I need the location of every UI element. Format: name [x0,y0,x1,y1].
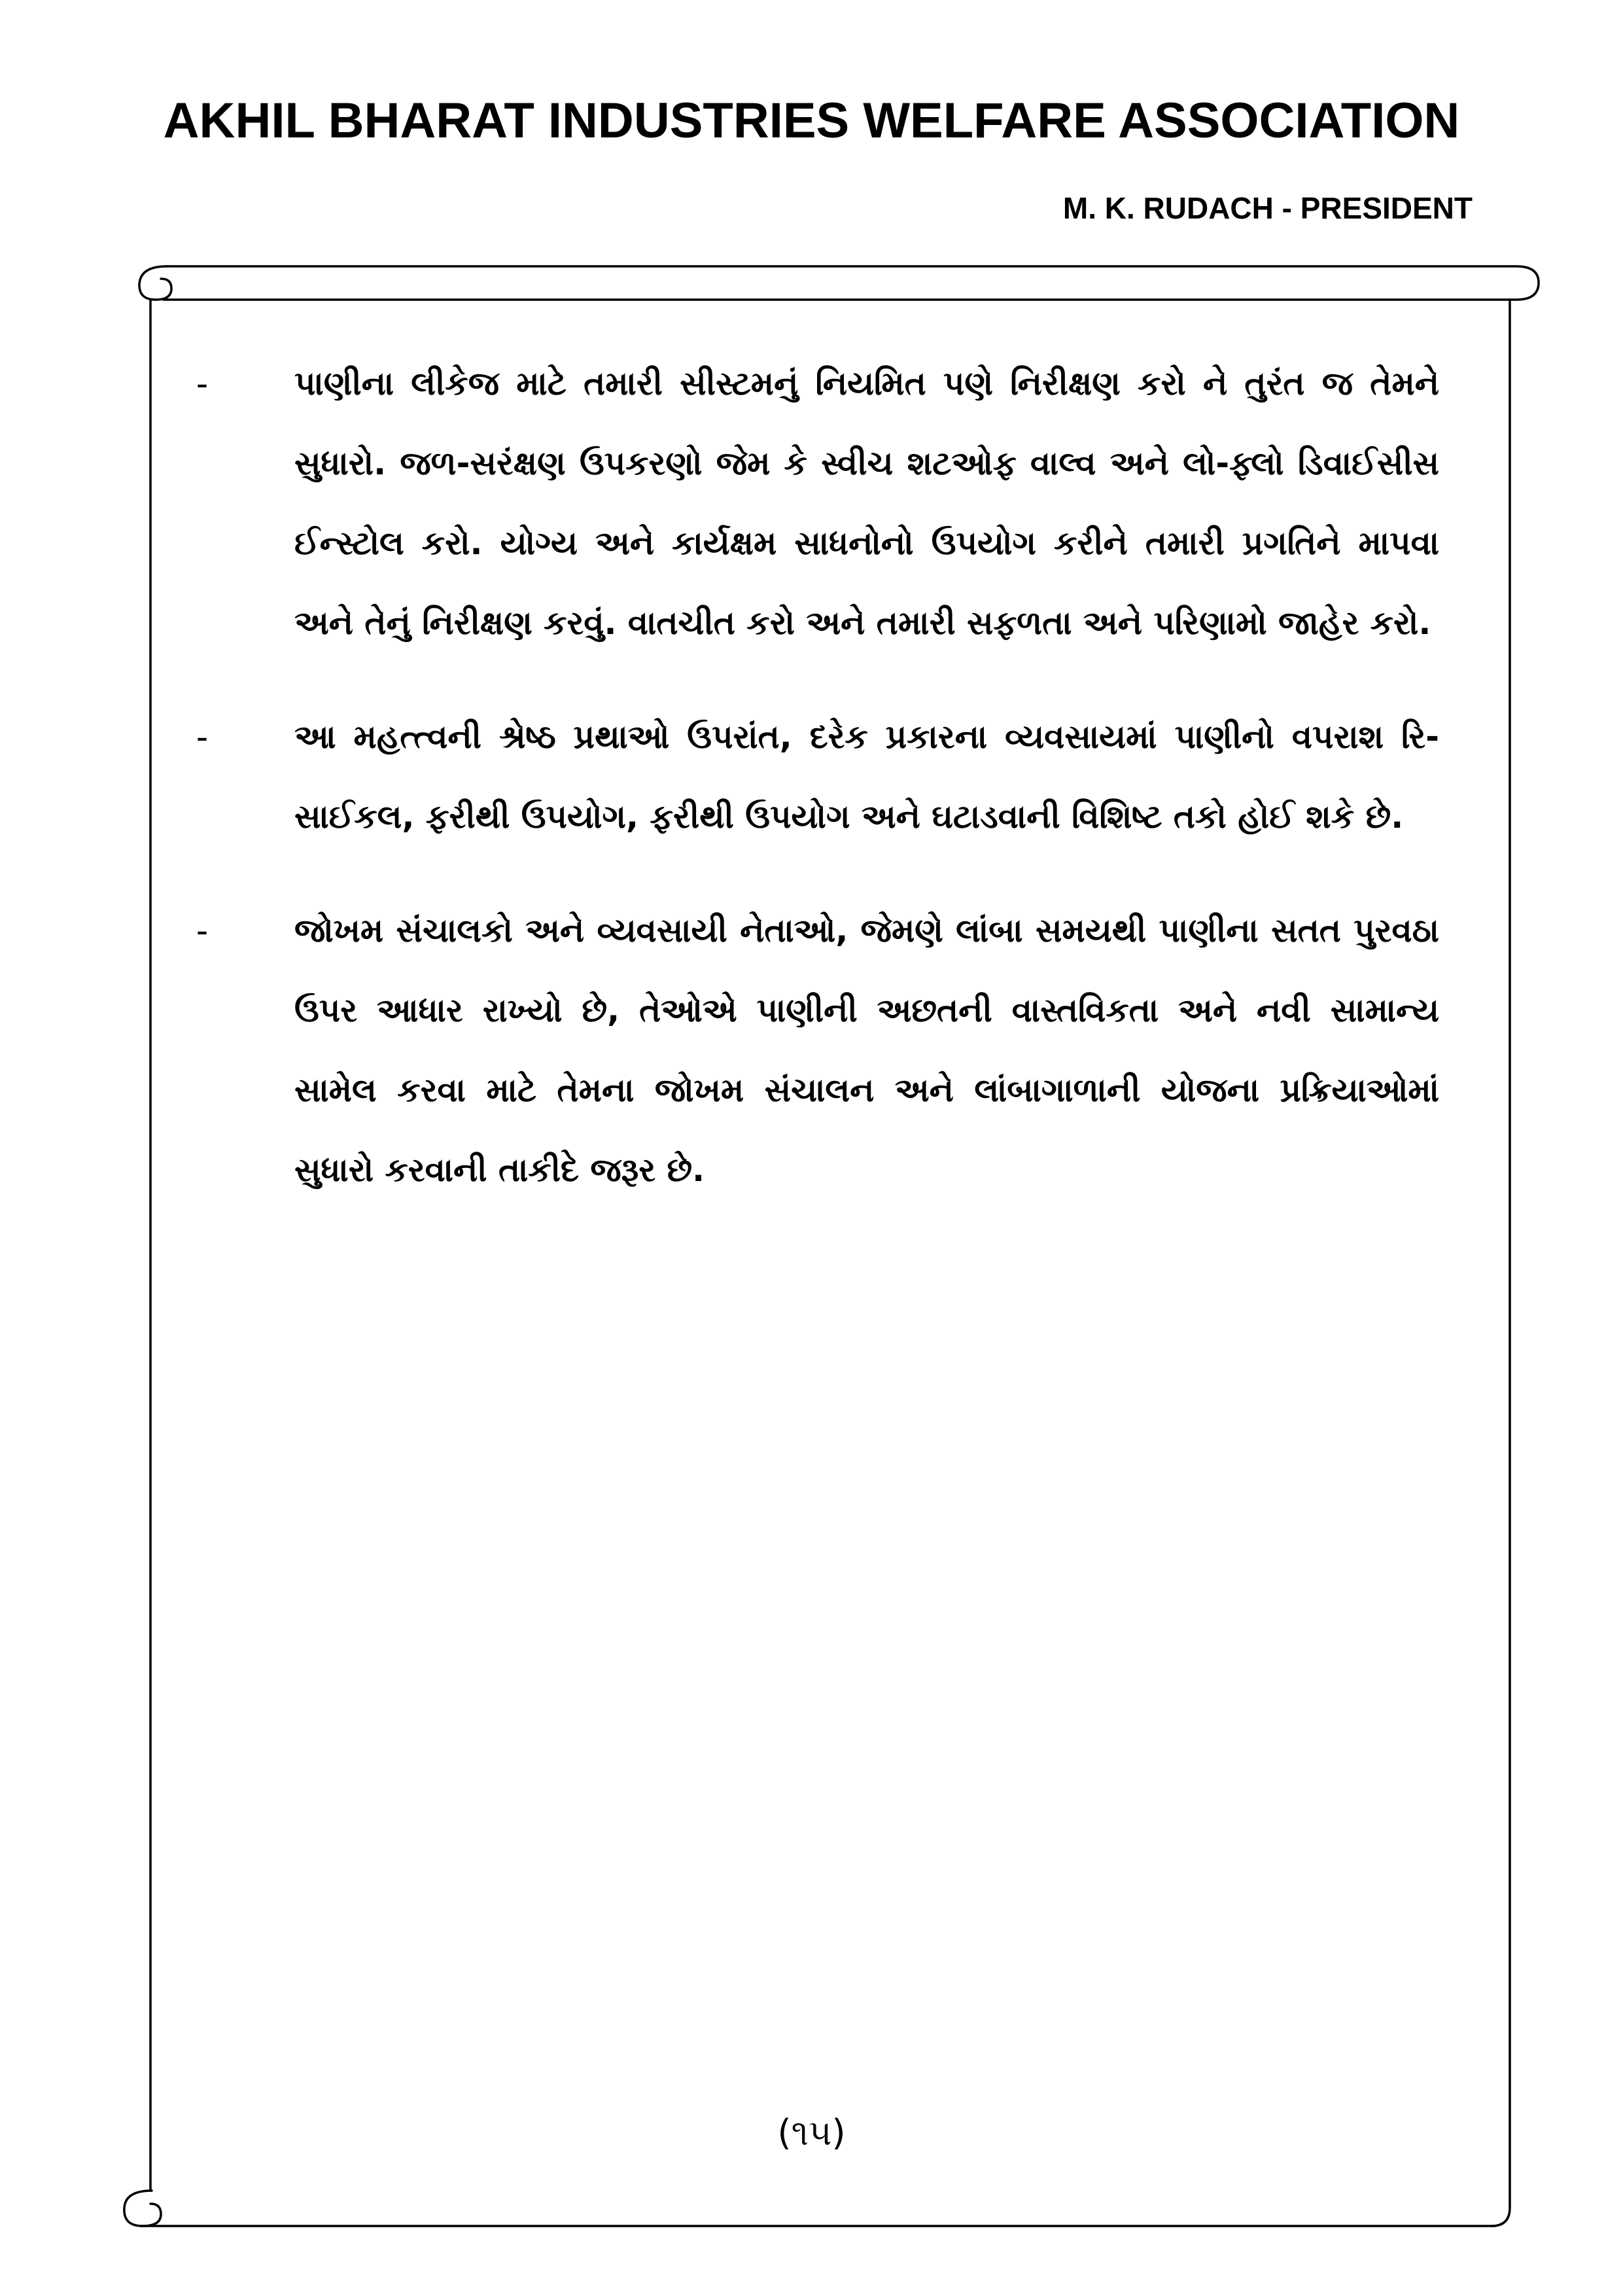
page-number: (૧૫) [777,2112,846,2153]
president-name: M. K. RUDACH - PRESIDENT [1062,191,1473,225]
bullet-dash: - [196,911,208,950]
scroll-right-edge [1492,300,1510,2226]
bullet-dash: - [196,717,208,756]
bullet-text: આ મહત્ત્વની શ્રેષ્ઠ પ્રથાઓ ઉપરાંત, દરેક પ્રકારના વ્યવસાયમાં પાણીનો વપરાશ રિ-સાઈકલ, ફરીથી ઉપયોગ, ફરીથી ઉપયોગ અને ઘટાડવાની વિશિષ્ટ તકો હોઈ શકે છે. [294,718,1439,836]
scroll-top-roll [164,266,1539,300]
scroll-top-left-curl [139,266,171,300]
bullet-text: જોખમ સંચાલકો અને વ્યવસાયી નેતાઓ, જેમણે લાંબા સમયથી પાણીના સતત પુરવઠા ઉપર આધાર રાખ્યો છે, તેઓએ પાણીની અછતની વાસ્તવિકતા અને નવી સામાન્ય સામેલ કરવા માટે તેમના જોખમ સંચાલન અને લાંબાગાળાની યોજના પ્રક્રિયાઓમાં સુધારો કરવાની તાકીદે જરૂર છે. [294,911,1439,1189]
content-body [196,344,1439,1244]
bullet-dash: - [196,364,208,403]
bullet-text: પાણીના લીકેજ માટે તમારી સીસ્ટમનું નિયમિત પણે નિરીક્ષણ કરો ને તુરંત જ તેમને સુધારો. જળ-સરંક્ષણ ઉપકરણો જેમ કે સ્વીચ શટઓફ વાલ્વ અને લો-ફ્લો ડિવાઈસીસ ઈન્સ્ટોલ કરો. યોગ્ય અને કાર્યક્ષમ સાધનોનો ઉપયોગ કરીને તમારી પ્રગતિને માપવા અને તેનું નિરીક્ષણ કરવું. વાતચીત કરો અને તમારી સફળતા અને પરિણામો જાહેર કરો. [294,364,1439,642]
scroll-bottom-left-curl [124,2191,161,2226]
organization-title: AKHIL BHARAT INDUSTRIES WELFARE ASSOCIATION [163,93,1460,149]
bullet-item [196,891,1439,1210]
bullet-item [196,344,1439,663]
bullet-item [196,697,1439,857]
